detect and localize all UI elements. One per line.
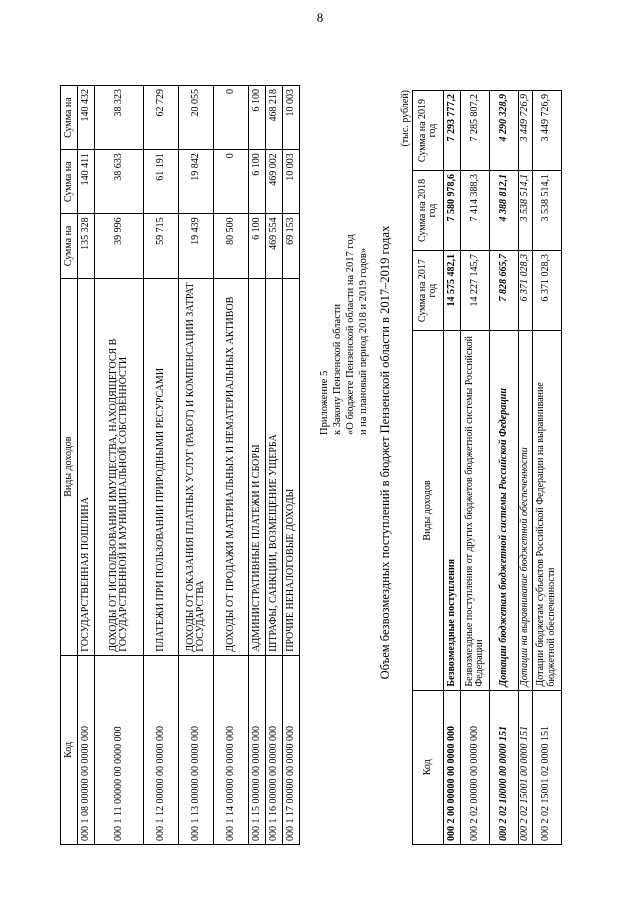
header-code: Код (413, 690, 444, 844)
header-2017: Сумма на 2017 год (413, 250, 444, 330)
row-value-2019: 10 003 (283, 86, 300, 150)
row-value-2018: 3 538 514,1 (532, 171, 561, 251)
header-2018: Сумма на 2018 год (413, 171, 444, 251)
row-name: ДОХОДЫ ОТ ОКАЗАНИЯ ПЛАТНЫХ УСЛУГ (РАБОТ) И КОМПЕНСАЦИИ ЗАТРАТ ГОСУДАРСТВА (179, 278, 214, 655)
row-name: ДОХОДЫ ОТ ПРОДАЖИ МАТЕРИАЛЬНЫХ И НЕМАТЕРИАЛЬНЫХ АКТИВОВ (214, 278, 249, 655)
table-row (461, 91, 490, 845)
row-value-2018: 7 414 388,3 (461, 171, 490, 251)
row-value-2017: 80 500 (214, 214, 249, 278)
units-label: (тыс. рублей) (400, 90, 411, 147)
row-code: 000 1 15 00000 00 0000 000 (249, 655, 266, 844)
row-value-2019: 468 218 (266, 86, 283, 150)
row-name: Дотации бюджетам бюджетной системы Российской Федерации (490, 331, 519, 690)
row-value-2017: 19 439 (179, 214, 214, 278)
table-header-row (413, 91, 444, 845)
table-row (444, 91, 461, 845)
row-value-2019: 3 449 726,9 (519, 91, 533, 171)
header-2018: Сумма на (61, 150, 78, 214)
appendix-line: и на плановый период 2018 и 2019 годов» (358, 247, 370, 435)
row-value-2017: 469 554 (266, 214, 283, 278)
row-name: Дотации бюджетам субъектов Российской Федерации на выравнивание бюджетной обеспеченности (532, 331, 561, 690)
row-name: ПЛАТЕЖИ ПРИ ПОЛЬЗОВАНИИ ПРИРОДНЫМИ РЕСУРСАМИ (144, 278, 179, 655)
table-row (490, 91, 519, 845)
row-value-2018: 3 538 514,1 (519, 171, 533, 251)
page-number: 8 (316, 10, 324, 25)
row-name: ШТРАФЫ, САНКЦИИ, ВОЗМЕЩЕНИЕ УЩЕРБА (266, 278, 283, 655)
header-2019: Сумма на (61, 86, 78, 150)
row-name: Дотации на выравнивание бюджетной обеспеченности (519, 331, 533, 690)
appendix-line: Приложение 5 (319, 370, 330, 435)
table-row (179, 86, 214, 845)
row-value-2018: 140 411 (78, 150, 95, 214)
row-value-2017: 69 153 (283, 214, 300, 278)
row-code: 000 1 08 00000 00 0000 000 (78, 655, 95, 844)
row-value-2019: 62 729 (144, 86, 179, 150)
row-value-2017: 6 100 (249, 214, 266, 278)
table-row (95, 86, 144, 845)
row-value-2019: 140 432 (78, 86, 95, 150)
table-row (249, 86, 266, 845)
row-value-2019: 4 290 328,9 (490, 91, 519, 171)
row-code: 000 1 11 00000 00 0000 000 (95, 655, 144, 844)
row-value-2017: 59 715 (144, 214, 179, 278)
header-2017: Сумма на (61, 214, 78, 278)
grants-table (412, 90, 562, 845)
header-code: Код (61, 655, 78, 844)
row-name: ДОХОДЫ ОТ ИСПОЛЬЗОВАНИЯ ИМУЩЕСТВА, НАХОДЯЩЕГОСЯ В ГОСУДАРСТВЕННОЙ И МУНИЦИПАЛЬНОЙ СОБСТВЕННОСТИ (95, 278, 144, 655)
header-2019: Сумма на 2019 год (413, 91, 444, 171)
nontax-revenue-table (60, 85, 300, 845)
table-row (266, 86, 283, 845)
table-row (78, 86, 95, 845)
row-value-2019: 7 293 777,2 (444, 91, 461, 171)
row-code: 000 2 00 00000 00 0000 000 (444, 690, 461, 844)
row-value-2017: 14 575 482,1 (444, 250, 461, 330)
row-value-2019: 0 (214, 86, 249, 150)
table-row (519, 91, 533, 845)
row-value-2017: 6 371 028,3 (519, 250, 533, 330)
row-value-2017: 135 328 (78, 214, 95, 278)
row-value-2018: 4 388 812,1 (490, 171, 519, 251)
row-code: 000 2 02 10000 00 0000 151 (490, 690, 519, 844)
row-code: 000 1 14 00000 00 0000 000 (214, 655, 249, 844)
row-code: 000 1 12 00000 00 0000 000 (144, 655, 179, 844)
row-value-2019: 6 100 (249, 86, 266, 150)
table-row (532, 91, 561, 845)
row-name: Безвозмездные поступления от других бюджетов бюджетной системы Российской Федерации (461, 331, 490, 690)
row-value-2017: 6 371 028,3 (532, 250, 561, 330)
row-code: 000 2 02 00000 00 0000 000 (461, 690, 490, 844)
row-value-2018: 38 633 (95, 150, 144, 214)
row-value-2019: 3 449 726,9 (532, 91, 561, 171)
row-value-2017: 14 227 145,7 (461, 250, 490, 330)
section-title: Объем безвозмездных поступлений в бюджет Пензенской области в 2017–2019 годах (378, 225, 392, 680)
row-value-2018: 469 002 (266, 150, 283, 214)
appendix-note (318, 234, 371, 435)
row-value-2018: 19 842 (179, 150, 214, 214)
row-value-2019: 20 055 (179, 86, 214, 150)
row-code: 000 1 13 00000 00 0000 000 (179, 655, 214, 844)
row-value-2017: 39 996 (95, 214, 144, 278)
row-code: 000 1 17 00000 00 0000 000 (283, 655, 300, 844)
row-code: 000 2 02 15001 02 0000 151 (532, 690, 561, 844)
row-code: 000 2 02 15001 00 0000 151 (519, 690, 533, 844)
row-name: ПРОЧИЕ НЕНАЛОГОВЫЕ ДОХОДЫ (283, 278, 300, 655)
row-value-2018: 0 (214, 150, 249, 214)
row-name: АДМИНИСТРАТИВНЫЕ ПЛАТЕЖИ И СБОРЫ (249, 278, 266, 655)
table-row (283, 86, 300, 845)
row-code: 000 1 16 00000 00 0000 000 (266, 655, 283, 844)
row-value-2018: 61 191 (144, 150, 179, 214)
row-value-2019: 38 323 (95, 86, 144, 150)
row-value-2017: 7 828 665,7 (490, 250, 519, 330)
table-header-row (61, 86, 78, 845)
appendix-line: «О бюджете Пензенской области на 2017 год (345, 234, 357, 435)
header-name: Виды доходов (61, 278, 78, 655)
table-row (144, 86, 179, 845)
header-name: Виды доходов (413, 331, 444, 690)
row-value-2018: 6 100 (249, 150, 266, 214)
row-value-2018: 10 003 (283, 150, 300, 214)
row-value-2018: 7 580 978,6 (444, 171, 461, 251)
row-name: ГОСУДАРСТВЕННАЯ ПОШЛИНА (78, 278, 95, 655)
row-value-2019: 7 285 807,2 (461, 91, 490, 171)
appendix-line: к Закону Пензенской области (332, 303, 344, 435)
row-name: Безвозмездные поступления (444, 331, 461, 690)
table-row (214, 86, 249, 845)
